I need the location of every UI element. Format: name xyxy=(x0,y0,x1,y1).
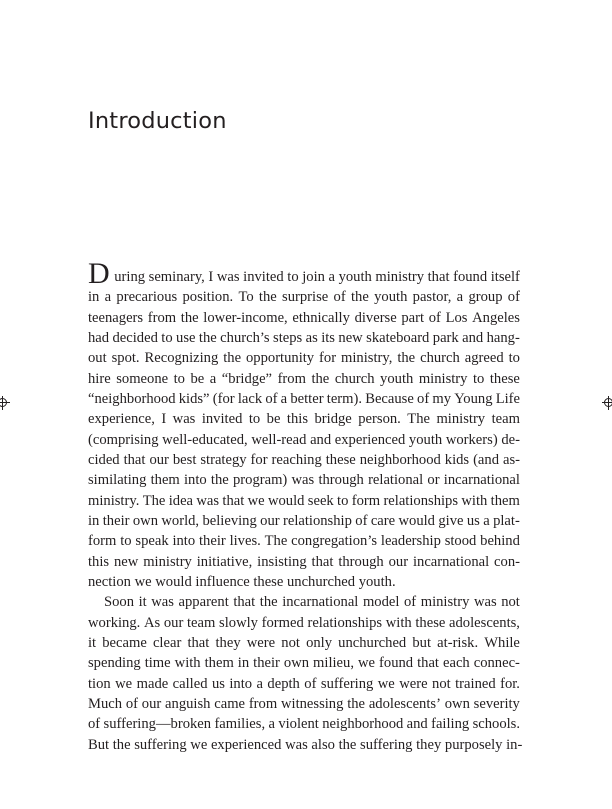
text-line: (comprising well-educated, well-read and experienced youth workers) de- xyxy=(88,431,520,448)
text-line: form to speak into their lives. The congregation’s leadership stood behind xyxy=(88,533,520,550)
text-line: “neighborhood kids” (for lack of a better term). Because of my Young Life xyxy=(88,390,520,407)
text-line: But the suffering we experienced was also the suffering they purposely in- xyxy=(88,736,523,753)
text-line: nection we would influence these unchurched youth. xyxy=(88,573,396,590)
text-line: cided that our best strategy for reaching these neighborhood kids (and as- xyxy=(88,451,520,468)
text-line: experience, I was invited to be this bridge person. The ministry team xyxy=(88,411,520,428)
text-line: in their own world, believing our relationship of care would give us a plat- xyxy=(88,512,520,529)
text-line: D uring seminary, I was invited to join a youth ministry that found itself xyxy=(88,257,520,290)
text-line: similating them into the program) was through relational or incarnational xyxy=(88,472,520,489)
text-line: this new ministry initiative, insisting that through our incarnational con- xyxy=(88,553,520,570)
crop-mark-right xyxy=(602,396,612,410)
text-line: Much of our anguish came from witnessing the adolescents’ own severity xyxy=(88,695,520,712)
text-line: it became clear that they were not only unchurched but at-risk. While xyxy=(88,634,520,651)
text-line: hire someone to be a “bridge” from the church youth ministry to these xyxy=(88,370,520,387)
text-line: working. As our team slowly formed relationships with these adolescents, xyxy=(88,614,520,631)
text-line: of suffering—broken families, a violent neighborhood and failing schools. xyxy=(88,716,520,733)
paragraph xyxy=(88,257,520,592)
text-line: spending time with them in their own milieu, we found that each connec- xyxy=(88,655,520,672)
text-line: had decided to use the church’s steps as its new skateboard park and hang- xyxy=(88,329,520,346)
body-text xyxy=(88,257,523,755)
text-line: teenagers from the lower-income, ethnically diverse part of Los Angeles xyxy=(88,309,520,326)
text-line: Soon it was apparent that the incarnational model of ministry was not xyxy=(104,594,520,611)
crop-mark-left xyxy=(0,396,10,410)
drop-cap: D xyxy=(88,257,110,290)
text-line: out spot. Recognizing the opportunity for ministry, the church agreed to xyxy=(88,350,520,367)
text-line: in a precarious position. To the surprise of the youth pastor, a group of xyxy=(88,289,520,306)
text-line: tion we made called us into a depth of suffering we were not trained for. xyxy=(88,675,520,692)
paragraph xyxy=(88,592,523,755)
chapter-title: Introduction xyxy=(88,108,227,134)
text-line: ministry. The idea was that we would seek to form relationships with them xyxy=(88,492,520,509)
